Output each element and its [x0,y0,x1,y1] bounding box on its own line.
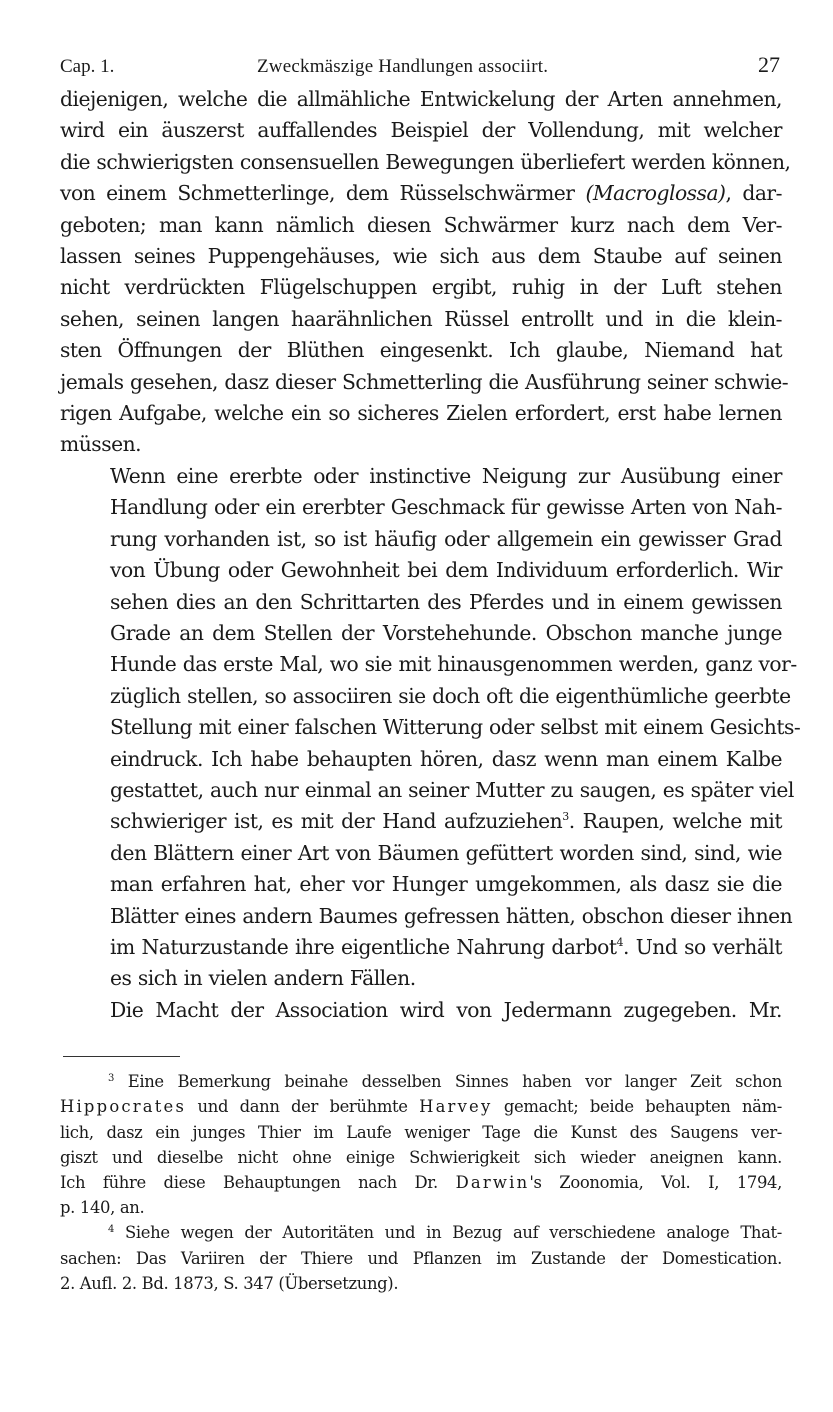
text-line: Die Macht der Association wird von Jedermann zugegeben. Mr. [110,997,782,1022]
italic-term: (Macroglossa) [585,181,726,206]
text-fragment: . Raupen, welche mit [568,809,783,834]
text-line: lassen seines Puppengehäuses, wie sich aus dem Staube auf seinen [60,244,782,269]
text-line: es sich in vielen andern Fällen. [110,966,416,991]
text-line: sehen dies an den Schrittarten des Pferdes und in einem gewissen [110,589,782,614]
text-line: Wenn eine ererbte oder instinctive Neigung zur Ausübung einer [110,463,782,488]
footnote-line: lich, dasz ein junges Thier im Laufe weniger Tage die Kunst des Saugens ver- [60,1122,782,1142]
text-fragment: Ich führe diese Behauptungen nach Dr. [60,1173,438,1192]
text-line: Stellung mit einer falschen Witterung oder selbst mit einem Gesichts- [110,715,801,740]
text-line: müssen. [60,432,142,457]
text-line: Hunde das erste Mal, wo sie mit hinausgenommen werden, ganz vor- [110,652,797,677]
text-fragment: im Naturzustande ihre eigentliche Nahrung darbot [110,934,617,959]
footnote-line [60,1069,782,1094]
text-fragment: Eine Bemerkung beinahe desselben Sinnes haben vor langer Zeit schon [127,1072,782,1092]
text-line [60,806,782,837]
text-line [60,932,782,963]
author-name: Harvey [419,1097,493,1117]
text-line: geboten; man kann nämlich diesen Schwärmer kurz nach dem Ver- [60,212,782,237]
paragraph-3 [60,995,782,1026]
footnote-3 [60,1069,782,1220]
footnote-mark: 4 [108,1224,115,1236]
footnote-line: 2. Aufl. 2. Bd. 1873, S. 347 (Übersetzung). [60,1273,399,1293]
text-line: die schwierigsten consensuellen Bewegungen überliefert werden können, [60,149,791,174]
footnote-ref: 3 [562,810,569,824]
text-line: züglich stellen, so associiren sie doch oft die eigenthümliche geerbte [110,683,791,708]
text-line: wird ein äuszerst auffallendes Beispiel der Vollendung, mit welcher [60,118,782,143]
text-line: diejenigen, welche die allmähliche Entwickelung der Arten annehmen, [60,87,782,111]
text-line: den Blättern einer Art von Bäumen gefüttert worden sind, sind, wie [110,840,782,865]
text-fragment: und dann der berühmte [197,1097,408,1117]
footnote-line: giszt und dieselbe nicht ohne einige Schwierigkeit sich wieder aneignen kann. [60,1147,782,1167]
text-fragment: 's Zoonomia, Vol. I, 1794, [529,1173,782,1192]
footnote-mark: 3 [108,1073,115,1085]
text-fragment: schwieriger ist, es mit der Hand aufzuziehen [110,809,563,834]
footnote-divider [63,1056,180,1057]
text-line: rung vorhanden ist, so ist häufig oder allgemein ein gewisser Grad [110,526,782,551]
text-line: sten Öffnungen der Blüthen eingesenkt. Ich glaube, Niemand hat [60,338,782,363]
text-fragment: von einem Schmetterlinge, dem Rüsselschwärmer [60,181,575,206]
author-name: Darwin [455,1173,530,1192]
text-line: Handlung oder ein ererbter Geschmack für gewisse Arten von Nah- [110,495,782,520]
author-name: Hippocrates [60,1097,187,1117]
running-title: Zweckmäszige Handlungen associirt. [257,56,549,77]
text-line: Grade an dem Stellen der Vorstehehunde. Obschon manche junge [110,620,782,645]
text-line: Blätter eines andern Baumes gefressen hätten, obschon dieser ihnen [110,903,793,928]
footnote-ref: 4 [616,935,623,949]
book-page [60,52,801,1296]
footnote-line: sachen: Das Variiren der Thiere und Pflanzen im Zustande der Domestication. [60,1248,782,1268]
text-fragment: gemacht; beide behaupten näm- [503,1097,782,1117]
footnote-line [60,1220,782,1245]
text-line: man erfahren hat, eher vor Hunger umgekommen, als dasz sie die [110,872,782,897]
running-header [60,52,782,84]
text-fragment: Siehe wegen der Autoritäten und in Bezug auf verschiedene analoge That- [125,1223,782,1243]
text-line: nicht verdrückten Flügelschuppen ergibt, ruhig in der Luft stehen [60,275,782,300]
page-number: 27 [758,52,780,77]
text-line: eindruck. Ich habe behaupten hören, dasz wenn man einem Kalbe [110,746,782,771]
paragraph-1 [60,84,791,461]
footnotes [60,1069,782,1296]
text-line: sehen, seinen langen haarähnlichen Rüssel entrollt und in die klein- [60,306,782,331]
text-line: rigen Aufgabe, welche ein so sicheres Zielen erfordert, erst habe lernen [60,401,782,426]
main-text [60,84,801,1026]
footnote-line [60,1094,782,1119]
text-line: gestattet, auch nur einmal an seiner Mutter zu saugen, es später viel [110,777,794,802]
text-line: jemals gesehen, dasz dieser Schmetterling die Ausführung seiner schwie- [60,369,789,394]
chapter-label: Cap. 1. [60,56,115,77]
text-fragment: . Und so verhält [622,934,782,959]
footnote-4 [60,1220,782,1296]
text-line [60,178,782,209]
footnote-line [60,1170,782,1195]
footnote-line: p. 140, an. [60,1198,145,1218]
paragraph-2 [60,461,801,995]
text-line: von Übung oder Gewohnheit bei dem Individuum erforderlich. Wir [110,558,782,583]
text-fragment: , dar- [725,181,782,206]
